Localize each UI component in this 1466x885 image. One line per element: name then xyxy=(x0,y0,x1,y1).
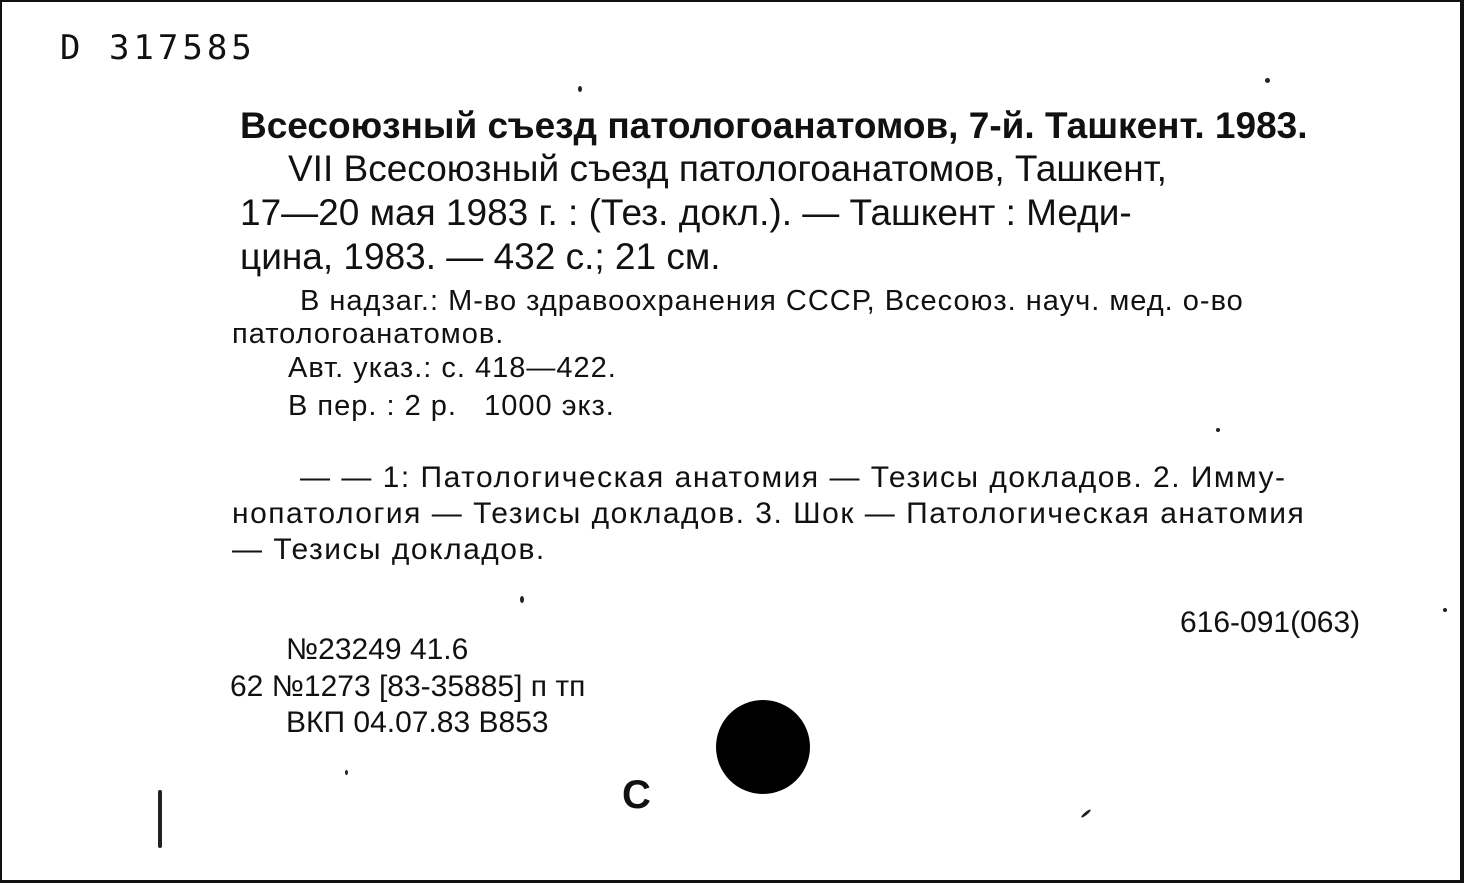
note-line-3: Авт. указ.: с. 418—422. xyxy=(288,352,617,384)
scan-speck xyxy=(1443,608,1447,612)
description-line-2: 17—20 мая 1983 г. : (Тез. докл.). — Ташкент : Меди- xyxy=(240,192,1132,233)
scan-mark xyxy=(158,790,162,848)
registry-line-3: ВКП 04.07.83 B853 xyxy=(286,706,549,739)
note-line-4: В пер. : 2 р. 1000 экз. xyxy=(288,390,615,422)
catalog-number: D 317585 xyxy=(60,28,256,68)
subject-line-3: — Тезисы докладов. xyxy=(232,533,546,566)
registry-line-2: 62 №1273 [83-35885] п тп xyxy=(230,670,586,703)
punch-hole xyxy=(716,700,810,794)
corner-letter: С xyxy=(622,773,651,817)
note-line-2: патологоанатомов. xyxy=(232,318,505,350)
registry-line-1: №23249 41.6 xyxy=(286,633,469,666)
scan-speck xyxy=(345,770,348,775)
subject-line-1: — — 1: Патологическая анатомия — Тезисы докладов. 2. Имму- xyxy=(300,461,1287,494)
description-line-3: цина, 1983. — 432 с.; 21 см. xyxy=(240,236,721,277)
note-line-1: В надзаг.: М-во здравоохранения СССР, Всесоюз. науч. мед. о-во xyxy=(300,285,1244,317)
classification-code: 616-091(063) xyxy=(1180,606,1361,639)
scan-speck xyxy=(1265,78,1270,83)
description-line-1: VII Всесоюзный съезд патологоанатомов, Ташкент, xyxy=(288,148,1167,189)
subject-line-2: нопатология — Тезисы докладов. 3. Шок — Патологическая анатомия xyxy=(232,497,1306,530)
scan-speck xyxy=(1216,428,1220,432)
scan-speck xyxy=(520,596,524,603)
card-heading: Всесоюзный съезд патологоанатомов, 7-й. Ташкент. 1983. xyxy=(240,105,1308,146)
scan-speck xyxy=(578,86,582,92)
